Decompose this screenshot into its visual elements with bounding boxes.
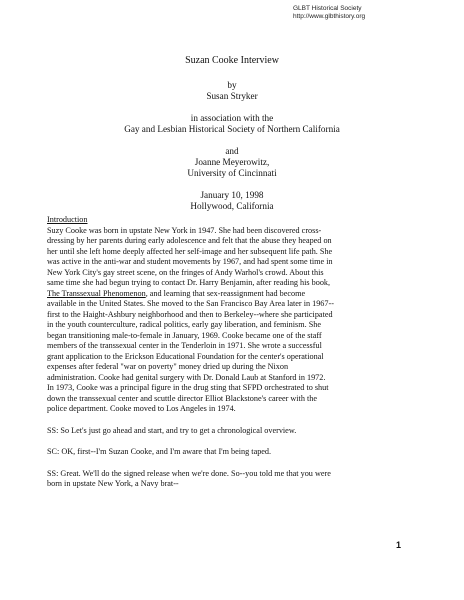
text-line: In 1973, Cooke was a principal figure in the drug sting that SFPD orchestrated to shut xyxy=(47,383,329,392)
introduction-heading: Introduction xyxy=(47,215,88,224)
text-line: Suzy Cooke was born in upstate New York in 1947. She had been discovered cross- xyxy=(47,225,322,235)
and-label: and xyxy=(225,146,239,156)
header-org: GLBT Historical Society xyxy=(293,5,362,12)
book-line-rest: , and learning that sex-reassignment had become xyxy=(145,288,306,298)
author-name: Susan Stryker xyxy=(206,91,258,101)
text-line: began transitioning male-to-female in January, 1969. Cooke became one of the staff xyxy=(47,330,322,340)
page-number: 1 xyxy=(395,540,401,550)
header-url: http://www.glbthistory.org xyxy=(293,13,366,20)
text-line: her until she left home deeply affected her self-image and her subsequent life path. She xyxy=(47,246,333,256)
dialog-sc-1 xyxy=(47,447,422,458)
text-line: grant application to the Erickson Educational Foundation for the center's operational xyxy=(47,351,324,361)
text-line: New York City's gay street scene, on the fringes of Andy Warhol's crowd. About this xyxy=(47,267,324,277)
society-name: Gay and Lesbian Historical Society of Northern California xyxy=(124,124,340,134)
university-name: University of Cincinnati xyxy=(187,168,277,178)
text-line: available in the United States. She moved to the San Francisco Bay Area later in 1967-- xyxy=(47,299,334,308)
document-title: Suzan Cooke Interview xyxy=(185,55,279,66)
text-line: was active in the anti-war and student movements by 1967, and had spent some time in xyxy=(47,257,333,266)
dialog-ss-2 xyxy=(47,469,422,490)
text-line: same time she had begun trying to contact Dr. Harry Benjamin, after reading his book, xyxy=(47,278,331,287)
text-line: members of the transsexual center in the Tenderloin in 1971. She wrote a successful xyxy=(47,341,322,350)
text-line: expenses after federal "war on poverty" money dried up during the Nixon xyxy=(47,362,289,371)
association-label: in association with the xyxy=(190,113,274,123)
interview-location: Hollywood, California xyxy=(190,201,274,211)
text-line: SC: OK, first--I'm Suzan Cooke, and I'm aware that I'm being taped. xyxy=(47,447,272,456)
text-line: police department. Cooke moved to Los Angeles in 1974. xyxy=(47,404,236,413)
introduction-paragraph xyxy=(47,226,422,415)
text-line: SS: So Let's just go ahead and start, and try to get a chronological overview. xyxy=(47,425,297,435)
book-title: The Transsexual Phenomenon xyxy=(47,288,146,298)
text-line: dressing by her parents during early adolescence and felt that the abuse they heaped on xyxy=(47,236,332,245)
coauthor-name: Joanne Meyerowitz, xyxy=(194,157,270,167)
interview-date: January 10, 1998 xyxy=(200,190,264,200)
text-line: born in upstate New York, a Navy brat-- xyxy=(47,479,179,488)
text-line: down the transsexual center and scuttle director Elliot Blackstone's career with the xyxy=(47,393,317,403)
document-body xyxy=(47,215,422,490)
title-block xyxy=(0,55,464,212)
text-line: administration. Cooke had genital surgery with Dr. Donald Laub at Stanford in 1972. xyxy=(47,372,326,382)
text-line: in the youth counterculture, radical politics, early gay liberation, and feminism. She xyxy=(47,320,321,329)
text-line: SS: Great. We'll do the signed release when we're done. So--you told me that you were xyxy=(47,468,331,478)
document-header xyxy=(293,5,365,21)
dialog-ss-1 xyxy=(47,426,422,437)
text-line: first to the Haight-Ashbury neighborhood and then to Berkeley--where she participated xyxy=(47,309,333,319)
by-label: by xyxy=(227,80,237,90)
text-line xyxy=(47,289,422,300)
